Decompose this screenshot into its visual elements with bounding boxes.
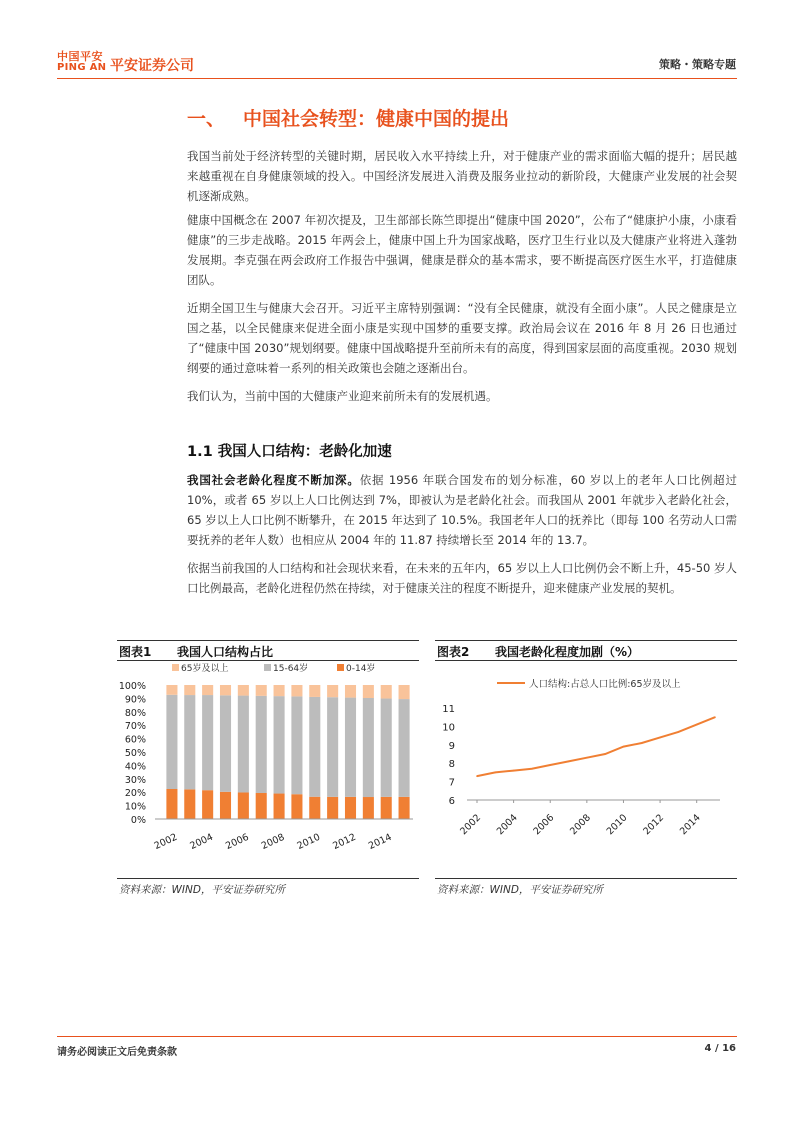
paragraph-lead: 我国社会老龄化程度不断加深。	[187, 473, 360, 487]
bar-segment	[166, 695, 177, 789]
subsection-paragraph-1	[187, 470, 737, 550]
bar-segment	[309, 685, 320, 697]
x-tick-label: 2010	[604, 812, 630, 838]
bar-segment	[399, 685, 410, 699]
paragraph-rest: 依据 1956 年联合国发布的划分标准，60 岁以上的老年人口比例超过 10%，或者 65 岁以上人口比例达到 7%，即被认为是老龄化社会。而我国从 2001 年就步入老龄化社会，65 岁以上人口比例不断攀升，在 2015 年达到了 10.5%。我国老年人口的抚养比（即每 100 名劳动人口需要抚养的老年人数）也相应从 2004 年的 11.87 持续增长至 2014 年的 13.7。	[187, 473, 737, 547]
bar-segment	[327, 685, 338, 697]
bar-segment	[363, 797, 374, 819]
paragraph-1: 我国当前处于经济转型的关键时期，居民收入水平持续上升，对于健康产业的需求面临大幅的提升；居民越来越重视在自身健康领域的投入。中国经济发展进入消费及服务业拉动的新阶段，大健康产业发展的社会契机逐渐成熟。	[187, 149, 737, 203]
data-point	[623, 746, 625, 748]
page-number: 4 / 16	[704, 1043, 736, 1054]
x-tick-label: 2002	[152, 831, 180, 852]
figure2-title	[437, 643, 639, 660]
x-tick-label: 2008	[568, 812, 593, 838]
legend-label: 人口结构:占总人口比例:65岁及以上	[529, 679, 681, 690]
bar-segment	[256, 685, 267, 696]
paragraph-4: 我们认为，当前中国的大健康产业迎来前所未有的发展机遇。	[187, 389, 498, 403]
legend-label: 65岁及以上	[181, 664, 229, 674]
data-point	[568, 761, 570, 763]
section-title	[187, 104, 509, 131]
bar-segment	[363, 698, 374, 797]
bar-segment	[274, 794, 285, 819]
x-tick-label: 2010	[295, 831, 323, 852]
data-point	[714, 716, 716, 718]
figure1-label: 图表1	[119, 645, 152, 659]
data-point	[604, 753, 606, 755]
bar-segment	[202, 790, 213, 819]
bar-segment	[309, 697, 320, 797]
bar-segment	[399, 699, 410, 797]
figure1-source: 资料来源：WIND，平安证券研究所	[119, 884, 285, 896]
bar-segment	[220, 792, 231, 819]
bar-segment	[238, 792, 249, 819]
bar-segment	[327, 797, 338, 819]
bar-segment	[399, 797, 410, 819]
data-point	[641, 742, 643, 744]
y-tick-label: 50%	[124, 748, 146, 759]
legend-label: 15-64岁	[273, 664, 309, 674]
figure2-top-rule	[435, 640, 737, 641]
bar-segment	[274, 685, 285, 696]
footer-disclaimer: 请务必阅读正文后免责条款	[57, 1047, 177, 1058]
x-tick-label: 2006	[224, 831, 251, 852]
bar-segment	[256, 793, 267, 819]
figure1-bottom-rule	[117, 878, 419, 879]
bar-segment	[381, 685, 392, 699]
section-title-text: 中国社会转型：健康中国的提出	[243, 108, 510, 130]
bar-segment	[184, 695, 195, 789]
y-tick-label: 7	[448, 777, 455, 789]
figure1-title-text: 我国人口结构占比	[177, 645, 274, 659]
bar-segment	[166, 789, 177, 819]
bar-segment	[345, 698, 356, 797]
y-tick-label: 10%	[124, 801, 146, 813]
y-tick-label: 80%	[124, 707, 146, 719]
y-tick-label: 0%	[130, 815, 146, 826]
figure2-bottom-rule	[435, 878, 737, 879]
bar-segment	[309, 797, 320, 819]
bar-segment	[274, 696, 285, 793]
company-name: 平安证券公司	[110, 58, 194, 74]
y-tick-label: 100%	[118, 681, 146, 692]
legend-label: 0-14岁	[346, 664, 376, 674]
bar-segment	[381, 699, 392, 797]
section-label: 策略・策略专题	[659, 58, 736, 71]
bar-segment	[220, 685, 231, 695]
data-point	[659, 737, 661, 739]
bar-segment	[291, 685, 302, 696]
bar-segment	[381, 797, 392, 819]
paragraph-3: 近期全国卫生与健康大会召开。习近平主席特别强调：“没有全民健康，就没有全面小康”。人民之健康是立国之基，以全民健康来促进全面小康是实现中国梦的重要支撑。政治局会议在 2016 年 8 月 26 日也通过了“健康中国 2030”规划纲要。健康中国战略提升至前所未有的高度，得到国家层面的高度重视。2030 规划纲要的通过意味着一系列的相关政策也会随之逐渐出台。	[187, 301, 737, 375]
x-tick-label: 2006	[531, 812, 557, 838]
bar-segment	[202, 695, 213, 790]
y-tick-label: 9	[448, 740, 455, 752]
bar-segment	[256, 696, 267, 793]
data-point	[696, 724, 698, 726]
figure2-title-text: 我国老龄化程度加剧（%）	[495, 645, 640, 659]
bar-segment	[166, 685, 177, 695]
x-tick-label: 2002	[458, 812, 484, 838]
figure2-label: 图表2	[437, 645, 470, 659]
x-tick-label: 2012	[641, 812, 667, 838]
y-tick-label: 8	[448, 759, 455, 771]
data-point	[549, 764, 551, 766]
y-tick-label: 90%	[124, 694, 146, 706]
figure1-top-rule	[117, 640, 419, 641]
x-tick-label: 2008	[259, 831, 287, 852]
y-tick-label: 6	[448, 796, 455, 807]
subsection-paragraph-2: 依据当前我国的人口结构和社会现状来看，在未来的五年内，65 岁以上人口比例仍会不断上升，45-50 岁人口比例最高，老龄化进程仍然在持续，对于健康关注的程度不断提升，迎来健康产业发展的契机。	[187, 561, 737, 595]
legend-swatch	[172, 664, 179, 671]
legend-swatch	[264, 664, 271, 671]
header-divider	[57, 78, 737, 79]
series-line	[477, 717, 715, 776]
bar-segment	[202, 685, 213, 695]
y-tick-label: 40%	[124, 761, 146, 773]
y-tick-label: 70%	[124, 721, 146, 733]
bar-segment	[345, 797, 356, 819]
bar-segment	[238, 696, 249, 793]
population-structure-chart	[117, 660, 419, 875]
bar-segment	[291, 696, 302, 794]
data-point	[678, 731, 680, 733]
logo-english: PING AN	[57, 62, 107, 73]
paragraph-2: 健康中国概念在 2007 年初次提及，卫生部部长陈竺即提出“健康中国 2020”，公布了“健康护小康，小康看健康”的三步走战略。2015 年两会上，健康中国上升为国家战略，医疗卫生行业以及大健康产业将进入蓬勃发展期。李克强在两会政府工作报告中强调，健康是群众的基本需求，要不断提高医疗医生水平，打造健康团队。	[187, 213, 737, 287]
figure1-title	[119, 643, 273, 660]
figure2-source: 资料来源：WIND，平安证券研究所	[437, 884, 603, 896]
legend-swatch	[337, 664, 344, 671]
data-point	[586, 757, 588, 759]
bar-segment	[220, 695, 231, 791]
bar-segment	[184, 685, 195, 695]
data-point	[513, 770, 515, 772]
bar-segment	[363, 685, 374, 698]
y-tick-label: 20%	[124, 788, 146, 800]
bar-segment	[327, 697, 338, 797]
bar-segment	[184, 789, 195, 819]
bar-segment	[238, 685, 249, 696]
data-point	[531, 768, 533, 770]
y-tick-label: 30%	[124, 774, 146, 786]
y-tick-label: 11	[442, 704, 455, 715]
bar-segment	[345, 685, 356, 698]
x-tick-label: 2004	[494, 812, 520, 838]
y-tick-label: 10	[442, 722, 455, 734]
x-tick-label: 2014	[366, 831, 394, 852]
y-tick-label: 60%	[124, 734, 146, 746]
data-point	[495, 772, 497, 774]
subsection-title: 1.1 我国人口结构：老龄化加速	[187, 444, 392, 460]
x-tick-label: 2004	[188, 831, 215, 852]
section-number: 一、	[187, 108, 226, 130]
logo-chinese: 中国平安	[57, 50, 103, 63]
aging-trend-chart	[435, 660, 737, 875]
bar-segment	[291, 794, 302, 819]
x-tick-label: 2014	[677, 812, 703, 838]
data-point	[476, 775, 478, 777]
x-tick-label: 2012	[331, 831, 358, 852]
footer-divider	[57, 1036, 737, 1037]
